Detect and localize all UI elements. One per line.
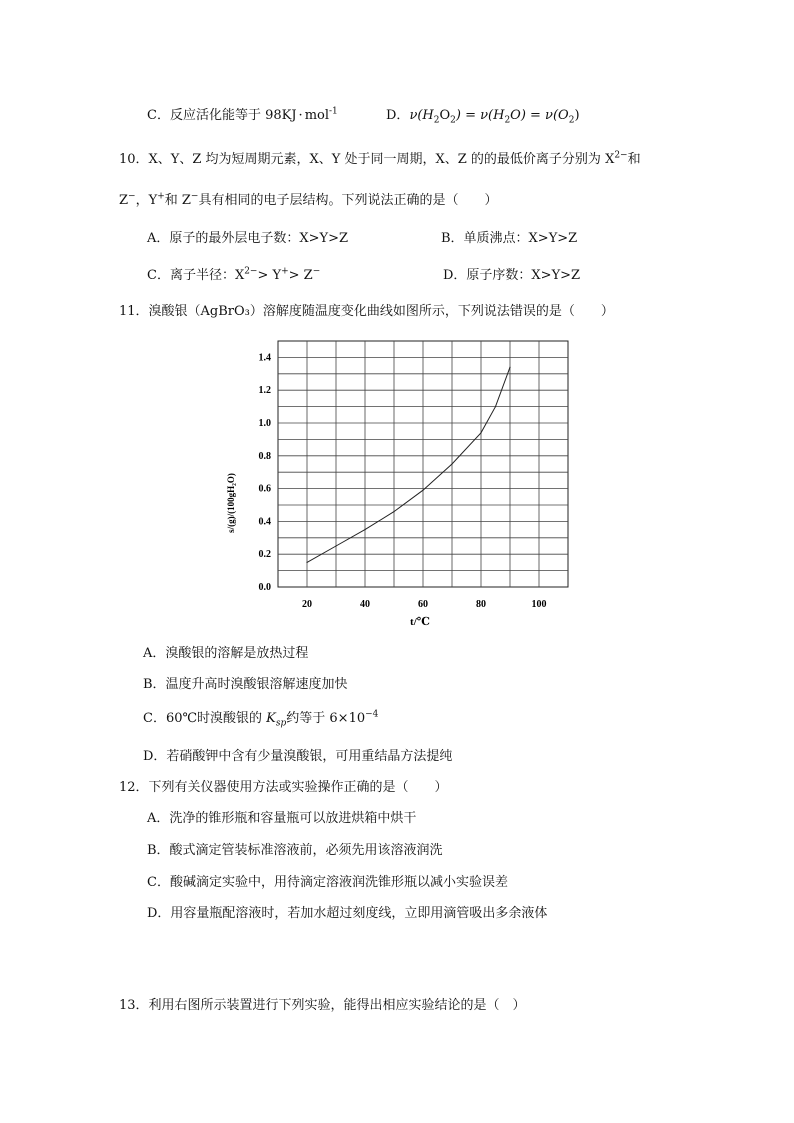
sup: 2− <box>614 150 628 161</box>
y-tick-label: 0.0 <box>258 582 271 593</box>
q10-option-c <box>147 267 320 285</box>
chart-y-ticks <box>259 352 272 593</box>
data-point <box>364 529 365 530</box>
mid: 和 Z <box>164 193 191 208</box>
stem-a: 10．X、Y、Z 均为短周期元素，X、Y 处于同一周期，X、Z 的的最低价离子分别为 X <box>119 152 615 167</box>
q10-option-a: A．原子的最外层电子数：X>Y>Z <box>147 231 349 246</box>
q10-option-b: B．单质沸点：X>Y>Z <box>441 231 578 246</box>
sub: 2 <box>568 115 575 126</box>
pre: C．60℃时溴酸银的 <box>143 711 267 726</box>
x-tick-label: 80 <box>476 599 486 610</box>
x-tick-label: 100 <box>531 599 547 610</box>
q9-option-c-text: C．反应活化能等于 98KJ <box>147 108 297 123</box>
sub: sp <box>275 718 287 729</box>
q12-option-c: C．酸碱滴定实验中，用待滴定溶液润洗锥形瓶以减小实验误差 <box>147 875 508 890</box>
y-tick-label: 0.6 <box>258 483 271 495</box>
q12-option-a: A．洗净的锥形瓶和容量瓶可以放进烘箱中烘干 <box>147 811 417 826</box>
q12-option-b: B．酸式滴定管装标准溶液前，必须先用该溶液润洗 <box>147 843 443 858</box>
chart-y-label: s/(g)/(100gH₂O) <box>226 473 236 533</box>
sup: − <box>190 191 199 202</box>
chart-x-ticks <box>302 599 547 610</box>
sub: 2 <box>504 115 511 126</box>
q11-option-d: D．若硝酸钾中含有少量溴酸银，可用重结晶方法提纯 <box>143 749 453 764</box>
q13-stem: 13．利用右图所示装置进行下列实验，能得出相应实验结论的是（ ） <box>119 998 526 1013</box>
k: K <box>266 711 276 726</box>
mid2: > Z <box>288 268 313 283</box>
q11-option-a: A．溴酸银的溶解是放热过程 <box>143 646 309 661</box>
close: ) <box>574 108 580 123</box>
data-point <box>306 562 307 563</box>
data-point <box>451 463 452 464</box>
y-tick-label: 0.2 <box>258 549 271 561</box>
q9-option-c: C．反应活化能等于 98KJ · mol$^{-1}$ <box>147 106 338 123</box>
chart-points <box>306 367 510 563</box>
sup: + <box>281 266 289 277</box>
chart-grid <box>278 341 568 587</box>
y-tick-label: 0.8 <box>258 450 271 462</box>
q9-option-d-v1: ν(H <box>409 108 434 123</box>
data-point <box>495 406 496 407</box>
q9-option-c-unit: mol <box>304 108 329 123</box>
post: 约等于 6×10 <box>286 711 366 726</box>
data-point <box>509 367 510 368</box>
data-point <box>422 490 423 491</box>
q10-stem-line1 <box>119 151 641 169</box>
q11-stem: 11．溴酸银（AgBrO₃）溶解度随温度变化曲线如图所示，下列说法错误的是（ ） <box>119 304 614 319</box>
eq2: O) = ν(O <box>510 108 569 123</box>
data-point <box>393 511 394 512</box>
pre: C．离子半径：X <box>147 268 245 283</box>
sup: + <box>157 191 165 202</box>
q10-stem-line2 <box>119 192 497 210</box>
mid: > Y <box>257 268 282 283</box>
sup: − <box>128 191 136 202</box>
sub: 2 <box>450 115 456 126</box>
y-tick-label: 0.4 <box>258 516 271 528</box>
q12-option-d: D．用容量瓶配溶液时，若加水超过刻度线，立即用滴管吸出多余液体 <box>147 906 548 921</box>
sup: − <box>312 266 321 277</box>
eq1: ) = ν(H <box>455 108 505 123</box>
y-tick-label: 1.2 <box>258 385 271 397</box>
q9-option-d-label: D． <box>386 108 410 123</box>
q11-option-c <box>143 710 378 728</box>
y-tick-label: 1.0 <box>258 418 271 429</box>
rest: ，Y <box>135 193 158 208</box>
q10-option-d: D．原子序数：X>Y>Z <box>443 268 581 283</box>
data-point <box>335 545 336 546</box>
q11-option-b: B．温度升高时溴酸银溶解速度加快 <box>143 677 348 692</box>
data-point <box>480 432 481 433</box>
x-tick-label: 60 <box>418 599 428 610</box>
stem-a-end: 和 <box>627 152 641 167</box>
end: 具有相同的电子层结构。下列说法正确的是（ ） <box>198 193 498 208</box>
q9-option-d <box>386 107 580 125</box>
o: O <box>439 108 451 123</box>
sup: −4 <box>365 709 379 720</box>
q12-stem: 12．下列有关仪器使用方法或实验操作正确的是（ ） <box>119 780 448 795</box>
x-tick-label: 20 <box>302 599 312 610</box>
x-tick-label: 40 <box>360 599 370 610</box>
sup: 2− <box>244 266 258 277</box>
solubility-chart <box>222 333 582 633</box>
chart-x-label: t/℃ <box>410 616 430 628</box>
sub: 2 <box>433 115 440 126</box>
z: Z <box>119 193 129 208</box>
q9-option-c-exp: -1 <box>329 106 338 117</box>
y-tick-label: 1.4 <box>258 352 271 364</box>
chart-series-line <box>307 367 510 562</box>
